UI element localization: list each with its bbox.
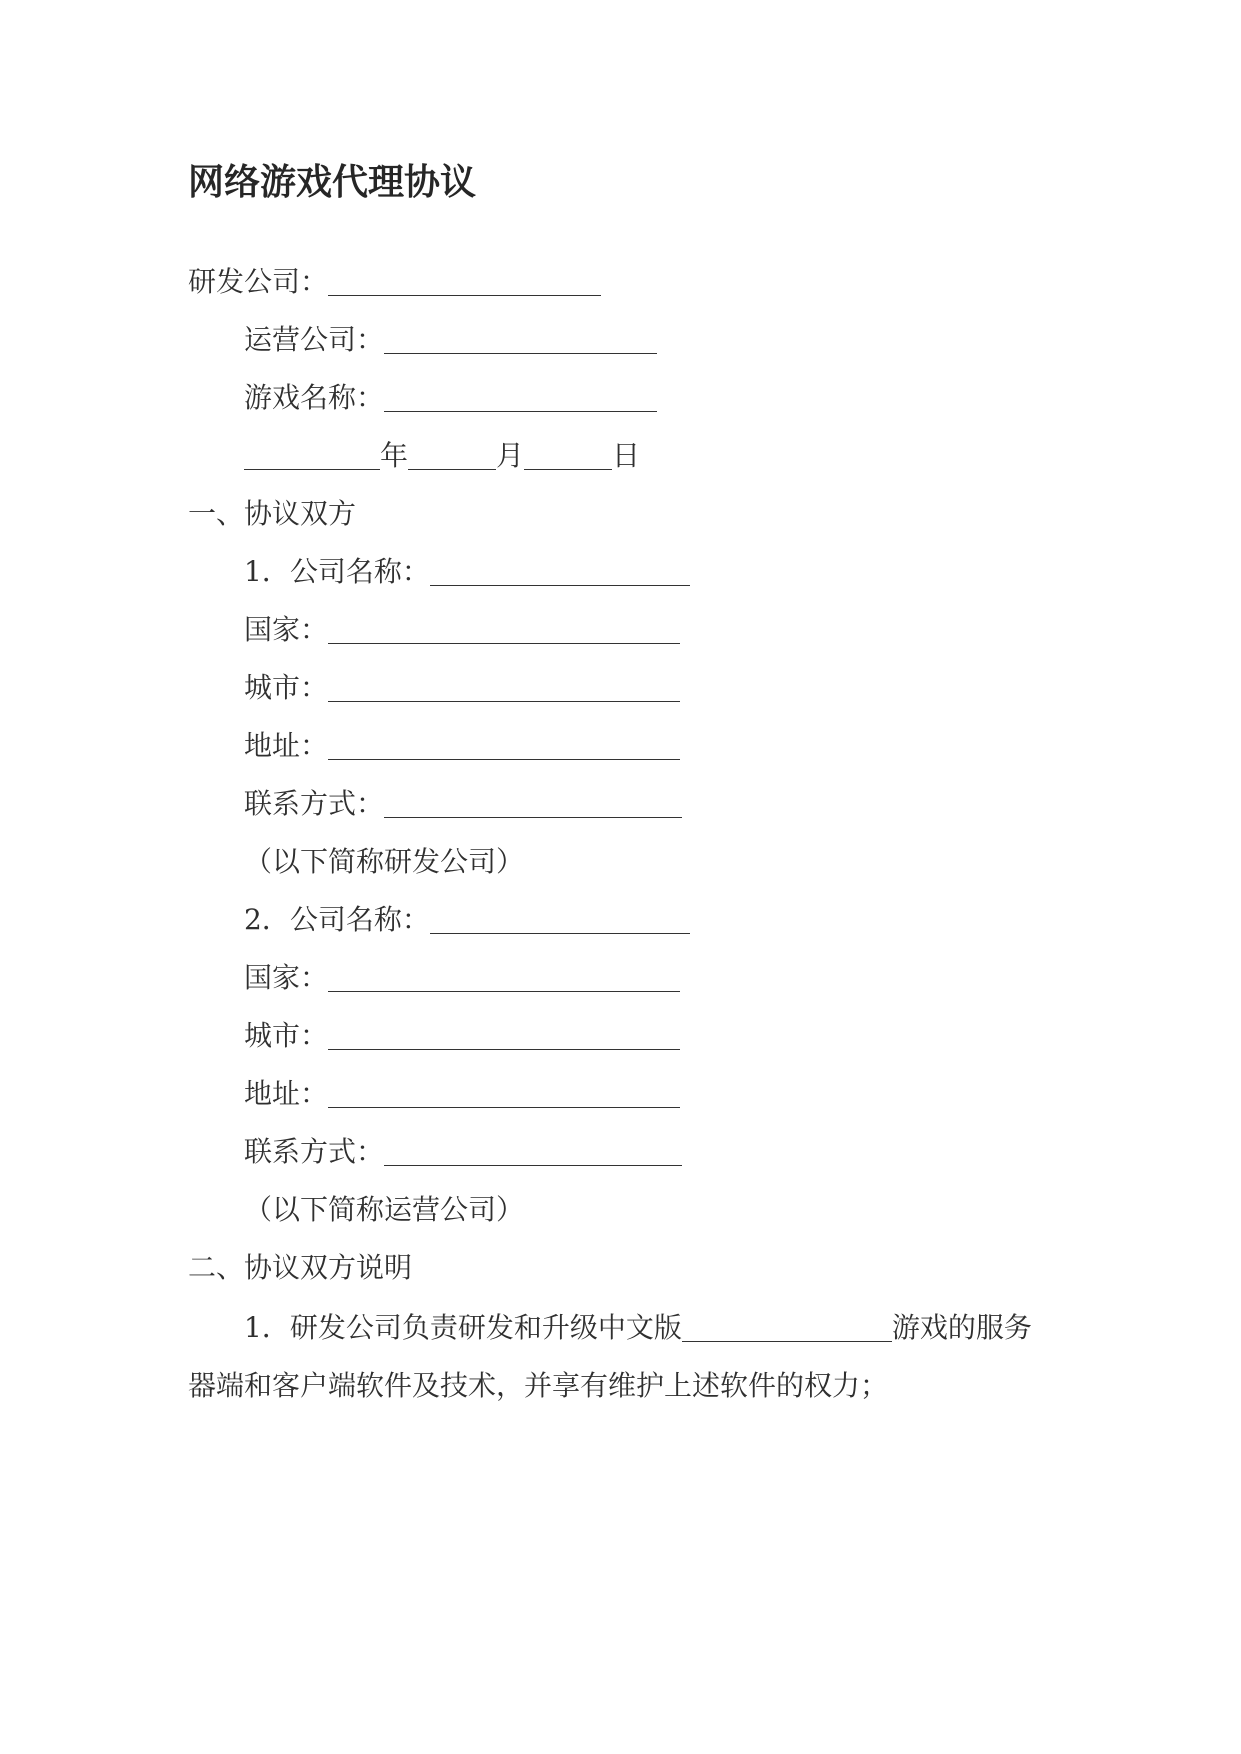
operator-blank (384, 323, 657, 354)
party1-company-label: 1．公司名称： (244, 555, 430, 588)
section2-item1-part2: 游戏的服务 (891, 1311, 1032, 1344)
party1-city-label: 城市： (244, 671, 329, 704)
party2-company-blank (430, 903, 690, 934)
day-label: 日 (612, 439, 641, 472)
party2-note: （以下简称运营公司） (244, 1193, 525, 1226)
party1-company-line (244, 552, 690, 592)
party1-country-blank (328, 613, 680, 644)
party1-country-line (244, 610, 680, 650)
party2-company-line (244, 900, 690, 940)
day-blank (524, 439, 612, 470)
party1-contact-line (244, 784, 682, 824)
party1-city-blank (328, 671, 680, 702)
party2-country-label: 国家： (244, 961, 329, 994)
party1-address-line (244, 726, 680, 766)
game-version-blank (682, 1311, 892, 1342)
party2-contact-label: 联系方式： (244, 1135, 385, 1168)
game-name-line (244, 378, 657, 418)
party2-address-label: 地址： (244, 1077, 329, 1110)
party2-city-line (244, 1016, 680, 1056)
party2-country-blank (328, 961, 680, 992)
party2-city-blank (328, 1019, 680, 1050)
document-title: 网络游戏代理协议 (188, 162, 477, 203)
developer-blank (328, 265, 601, 296)
party2-company-label: 2．公司名称： (244, 903, 430, 936)
party1-address-label: 地址： (244, 729, 329, 762)
section2-item1-part1: 1．研发公司负责研发和升级中文版 (244, 1311, 682, 1344)
party2-contact-line (244, 1132, 682, 1172)
party2-city-label: 城市： (244, 1019, 329, 1052)
developer-line (188, 262, 601, 302)
party1-note: （以下简称研发公司） (244, 845, 525, 878)
game-name-label: 游戏名称： (244, 381, 385, 414)
game-name-blank (384, 381, 657, 412)
section2-item1-line1 (244, 1308, 1032, 1348)
section2-item1-line2: 器端和客户端软件及技术，并享有维护上述软件的权力； (188, 1369, 889, 1402)
party2-country-line (244, 958, 680, 998)
party2-contact-blank (384, 1135, 682, 1166)
year-label: 年 (380, 439, 409, 472)
party1-contact-blank (384, 787, 682, 818)
party2-address-line (244, 1074, 680, 1114)
month-blank (408, 439, 496, 470)
party1-city-line (244, 668, 680, 708)
party1-country-label: 国家： (244, 613, 329, 646)
operator-line (244, 320, 657, 360)
party1-contact-label: 联系方式： (244, 787, 385, 820)
party1-company-blank (430, 555, 690, 586)
party1-address-blank (328, 729, 680, 760)
year-blank (244, 439, 380, 470)
section1-heading: 一、协议双方 (188, 497, 357, 530)
developer-label: 研发公司： (188, 265, 329, 298)
month-label: 月 (496, 439, 525, 472)
date-line (244, 436, 640, 476)
party2-address-blank (328, 1077, 680, 1108)
operator-label: 运营公司： (244, 323, 385, 356)
section2-heading: 二、协议双方说明 (188, 1251, 413, 1284)
